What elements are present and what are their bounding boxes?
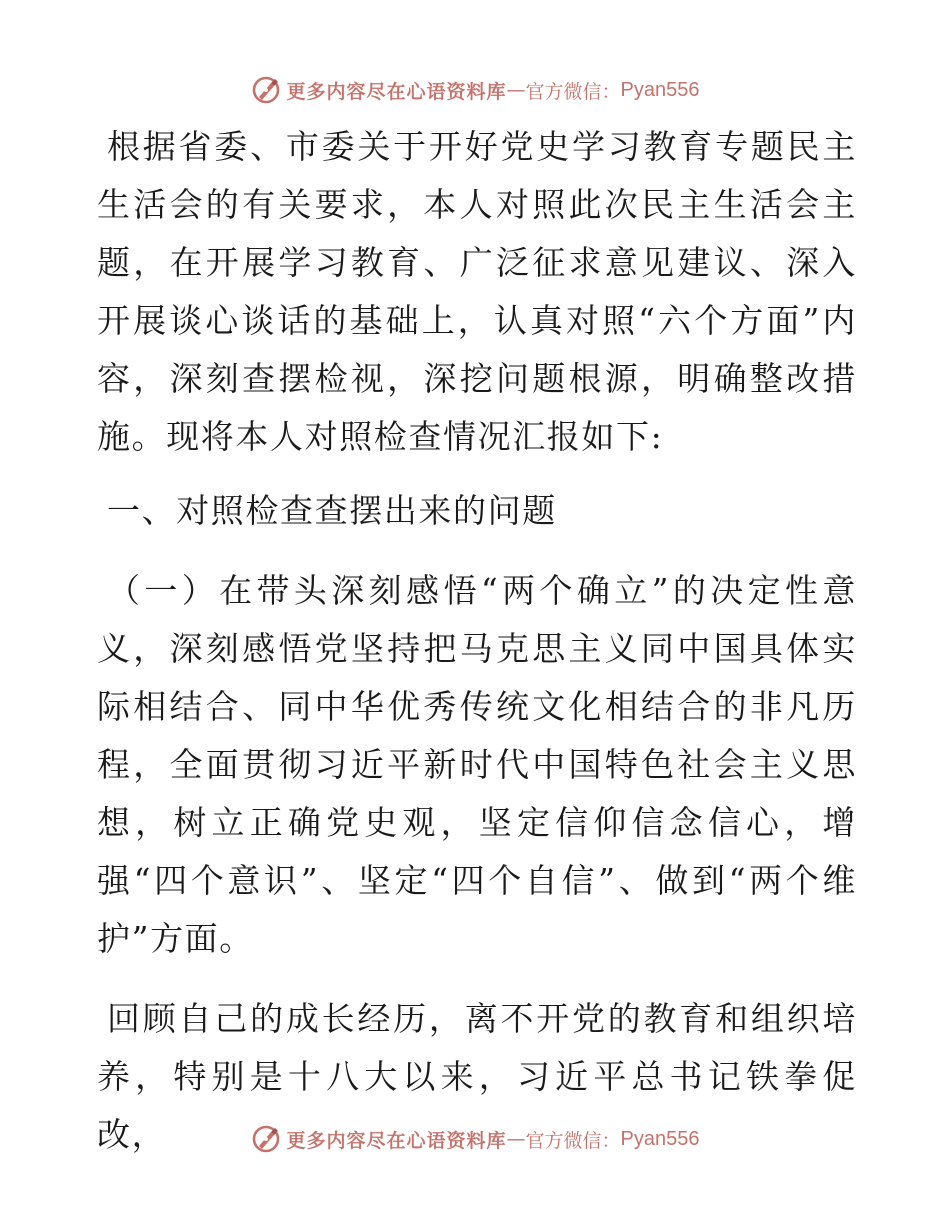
watermark-text: 更多内容尽在心语资料库 xyxy=(286,80,507,103)
watermark-text: 更多内容尽在心语资料库 xyxy=(286,1129,507,1152)
intro-paragraph: 根据省委、市委关于开好党史学习教育专题民主生活会的有关要求，本人对照此次民主生活会主题，在开展学习教育、广泛征求意见建议、深入开展谈心谈话的基础上，认真对照“六个方面”内容，深刻查摆检视，深挖问题根源，明确整改措施。现将本人对照检查情况汇报如下: xyxy=(97,127,857,456)
pen-logo-icon xyxy=(251,1124,281,1154)
pen-logo-icon xyxy=(251,75,281,105)
document-body xyxy=(97,118,857,1164)
watermark-separator: — xyxy=(506,79,526,101)
footer-watermark xyxy=(0,1119,950,1159)
subsection-paragraph: （一）在带头深刻感悟“两个确立”的决定性意义，深刻感悟党坚持把马克思主义同中国具体实际相结合、同中华优秀传统文化相结合的非凡历程，全面贯彻习近平新时代中国特色社会主义思想，树立正确党史观，坚定信仰信念信心，增强“四个意识”、坚定“四个自信”、做到“两个维护”方面。 xyxy=(97,571,857,958)
watermark-label: 官方微信： xyxy=(525,1129,621,1152)
watermark-id: Pyan556 xyxy=(620,78,700,101)
watermark-id: Pyan556 xyxy=(620,1127,700,1150)
watermark-separator: — xyxy=(506,1128,526,1150)
section-heading: 一、对照检查查摆出来的问题 xyxy=(107,491,557,530)
watermark-label: 官方微信： xyxy=(525,80,621,103)
review-paragraph: 回顾自己的成长经历，离不开党的教育和组织培养，特别是十八大以来，习近平总书记铁拳促改， xyxy=(97,999,857,1154)
header-watermark xyxy=(0,70,950,110)
